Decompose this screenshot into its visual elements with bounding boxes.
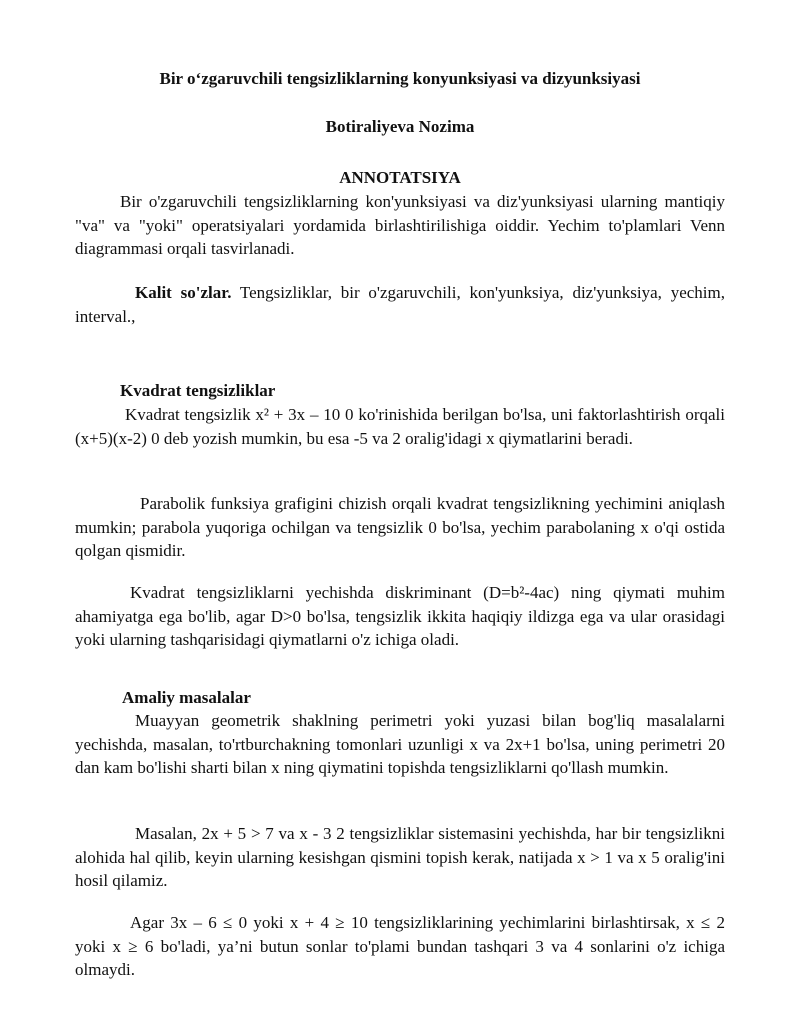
- paragraph-text: Agar 3x – 6 ≤ 0 yoki x + 4 ≥ 10 tengsizliklarining yechimlarini birlashtirsak, x ≤ 2 yoki x ≥ 6 bo'ladi, ya’ni butun sonlar to'plami bundan tashqari 3 va 4 sonlarini o'z ichiga olmaydi.: [75, 913, 725, 979]
- paragraph-text: Muayyan geometrik shaklning perimetri yoki yuzasi bilan bog'liq masalalarni yechishda, masalan, to'rtburchakning tomonlari uzunligi x va 2x+1 bo'lsa, uning perimetri 20 dan kam bo'lishi sharti bilan x ning qiymatini topishda tengsizliklarni qo'llash mumkin.: [75, 711, 725, 777]
- keywords-text: Tengsizliklar, bir o'zgaruvchili, kon'yunksiya, diz'yunksiya, yechim, interval.,: [75, 283, 725, 326]
- paragraph-kvadrat-3: [75, 581, 725, 652]
- section-heading-amaliy: Amaliy masalalar: [122, 688, 251, 707]
- paragraph-amaliy-2: [75, 822, 725, 893]
- keywords-label: Kalit so'zlar.: [135, 283, 232, 302]
- annotation-heading: ANNOTATSIYA: [339, 168, 461, 187]
- paragraph-text: Kvadrat tengsizliklarni yechishda diskriminant (D=b²-4ac) ning qiymati muhim ahamiyatga ega bo'lib, agar D>0 bo'lsa, tengsizlik ikkita haqiqiy ildizga ega va ular orasidagi yoki ularning tashqarisidagi qiymatlarni o'z ichiga oladi.: [75, 583, 725, 649]
- paragraph-kvadrat-2: [75, 492, 725, 563]
- paragraph-amaliy-3: [75, 911, 725, 982]
- paragraph-text: Masalan, 2x + 5 > 7 va x - 3 2 tengsizliklar sistemasini yechishda, har bir tengsizlikni alohida hal qilib, keyin ularning kesishgan qismini topish kerak, natijada x > 1 va x 5 oralig'ini hosil qilamiz.: [75, 824, 725, 890]
- annotation-text: Bir o'zgaruvchili tengsizliklarning kon'yunksiyasi va diz'yunksiyasi ularning mantiqiy "va" va "yoki" operatsiyalari yordamida birlashtirilishiga oiddir. Yechim to'plamlari Venn diagrammasi orqali tasvirlanadi.: [75, 192, 725, 258]
- paragraph-kvadrat-1: [75, 403, 725, 450]
- paragraph-text: Parabolik funksiya grafigini chizish orqali kvadrat tengsizlikning yechimini aniqlash mumkin; parabola yuqoriga ochilgan va tengsizlik 0 bo'lsa, yechim parabolaning x o'qi ostida qolgan qismidir.: [75, 494, 725, 560]
- author-name: Botiraliyeva Nozima: [325, 117, 475, 136]
- paragraph-amaliy-1: [75, 709, 725, 780]
- paragraph-text: Kvadrat tengsizlik x² + 3x – 10 0 ko'rinishida berilgan bo'lsa, uni faktorlashtirish orqali (x+5)(x-2) 0 deb yozish mumkin, bu esa -5 va 2 oralig'idagi x qiymatlarini beradi.: [75, 405, 725, 448]
- section-heading-kvadrat: Kvadrat tengsizliklar: [120, 381, 276, 400]
- annotation-paragraph: [75, 190, 725, 261]
- keywords-paragraph: [75, 281, 725, 328]
- document-title: Bir o‘zgaruvchili tengsizliklarning konyunksiyasi va dizyunksiyasi: [159, 69, 641, 88]
